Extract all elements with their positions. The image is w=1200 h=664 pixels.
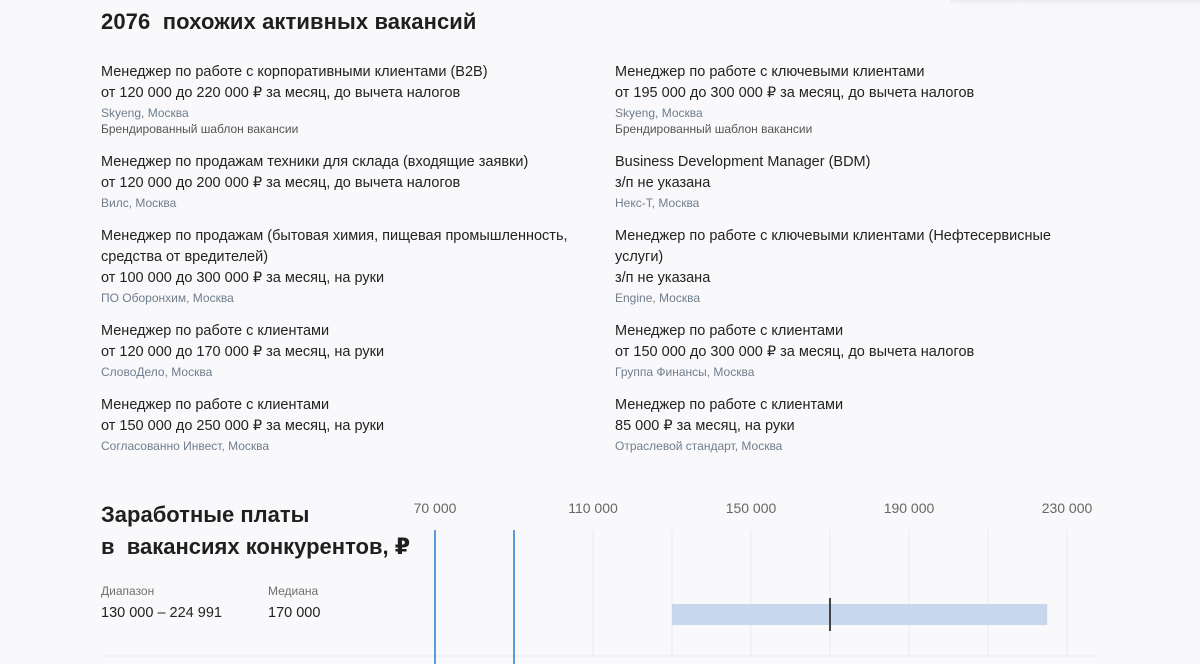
vacancy-title-link[interactable]: Business Development Manager (BDM) <box>615 154 871 170</box>
median-label: Медиана <box>268 584 319 598</box>
vacancy-title-link[interactable]: Менеджер по продажам (бытовая химия, пищевая промышленность, средства от вредителей) <box>101 228 568 265</box>
vacancy-card <box>101 395 581 454</box>
vacancy-salary: от 150 000 до 300 000 ₽ за месяц, до вычета налогов <box>615 344 975 360</box>
tick-label: 150 000 <box>725 500 777 516</box>
vacancy-salary: от 120 000 до 220 000 ₽ за месяц, до вычета налогов <box>101 85 461 101</box>
vacancy-company: Согласованно Инвест, Москва <box>101 439 270 453</box>
vacancies-title-suffix: похожих активных вакансий <box>162 9 477 34</box>
vacancy-company: Skyeng, Москва <box>615 106 703 120</box>
vacancy-title-link[interactable]: Менеджер по работе с клиентами <box>615 397 844 413</box>
similar-vacancies-title <box>101 9 477 35</box>
vacancy-company: Отраслевой стандарт, Москва <box>615 439 783 453</box>
range-label: Диапазон <box>101 584 155 598</box>
vacancy-salary: 85 000 ₽ за месяц, на руки <box>615 418 795 434</box>
vacancies-count: 2076 <box>101 9 151 34</box>
vacancy-brand-template: Брендированный шаблон вакансии <box>615 122 813 136</box>
vacancy-company: Skyeng, Москва <box>101 106 189 120</box>
vacancy-card <box>101 226 581 306</box>
vacancy-title-link[interactable]: Менеджер по работе с клиентами <box>615 323 844 339</box>
tick-label: 230 000 <box>1041 500 1093 516</box>
vacancy-card <box>615 152 1095 211</box>
vacancy-title-link[interactable]: Менеджер по работе с ключевыми клиентами <box>615 64 925 80</box>
tick-label: 190 000 <box>883 500 935 516</box>
range-value: 130 000 – 224 991 <box>101 605 222 621</box>
vacancy-title-link[interactable]: Менеджер по работе с клиентами <box>101 323 330 339</box>
vacancy-salary: от 150 000 до 250 000 ₽ за месяц, на руки <box>101 418 385 434</box>
salary-range-bar <box>672 604 1047 625</box>
vacancy-salary: з/п не указана <box>615 270 711 286</box>
vacancy-title-link[interactable]: Менеджер по работе с ключевыми клиентами (Нефтесервисные услуги) <box>615 228 1051 265</box>
vacancy-salary: от 195 000 до 300 000 ₽ за месяц, до вычета налогов <box>615 85 975 101</box>
vacancy-company: Вилс, Москва <box>101 196 177 210</box>
top-shadow <box>950 0 1200 6</box>
median-value: 170 000 <box>268 605 321 621</box>
vacancy-card <box>615 395 1095 454</box>
salary-section-title: Заработные платы в вакансиях конкурентов, ₽ <box>101 502 411 559</box>
vacancy-card <box>615 62 1095 137</box>
vacancy-company: Группа Финансы, Москва <box>615 365 755 379</box>
vacancy-card <box>101 62 581 137</box>
vacancy-card <box>615 226 1095 306</box>
vacancy-salary: з/п не указана <box>615 175 711 191</box>
tick-label: 110 000 <box>568 500 618 516</box>
vacancy-salary: от 120 000 до 200 000 ₽ за месяц, до вычета налогов <box>101 175 461 191</box>
vacancy-brand-template: Брендированный шаблон вакансии <box>101 122 299 136</box>
vacancy-company: Engine, Москва <box>615 291 701 305</box>
vacancy-card <box>101 321 581 380</box>
vacancy-company: ПО Оборонхим, Москва <box>101 291 234 305</box>
vacancy-card <box>615 321 1095 380</box>
vacancy-salary: от 120 000 до 170 000 ₽ за месяц, на руки <box>101 344 385 360</box>
tick-label: 70 000 <box>413 500 457 516</box>
vacancy-salary: от 100 000 до 300 000 ₽ за месяц, на руки <box>101 270 385 286</box>
vacancy-company: СловоДело, Москва <box>101 365 213 379</box>
vacancy-card <box>101 152 581 211</box>
vacancy-title-link[interactable]: Менеджер по работе с корпоративными клиентами (B2B) <box>101 64 488 80</box>
vacancy-company: Некс-Т, Москва <box>615 196 700 210</box>
vacancy-title-link[interactable]: Менеджер по работе с клиентами <box>101 397 330 413</box>
vacancy-title-link[interactable]: Менеджер по продажам техники для склада (входящие заявки) <box>101 154 529 170</box>
